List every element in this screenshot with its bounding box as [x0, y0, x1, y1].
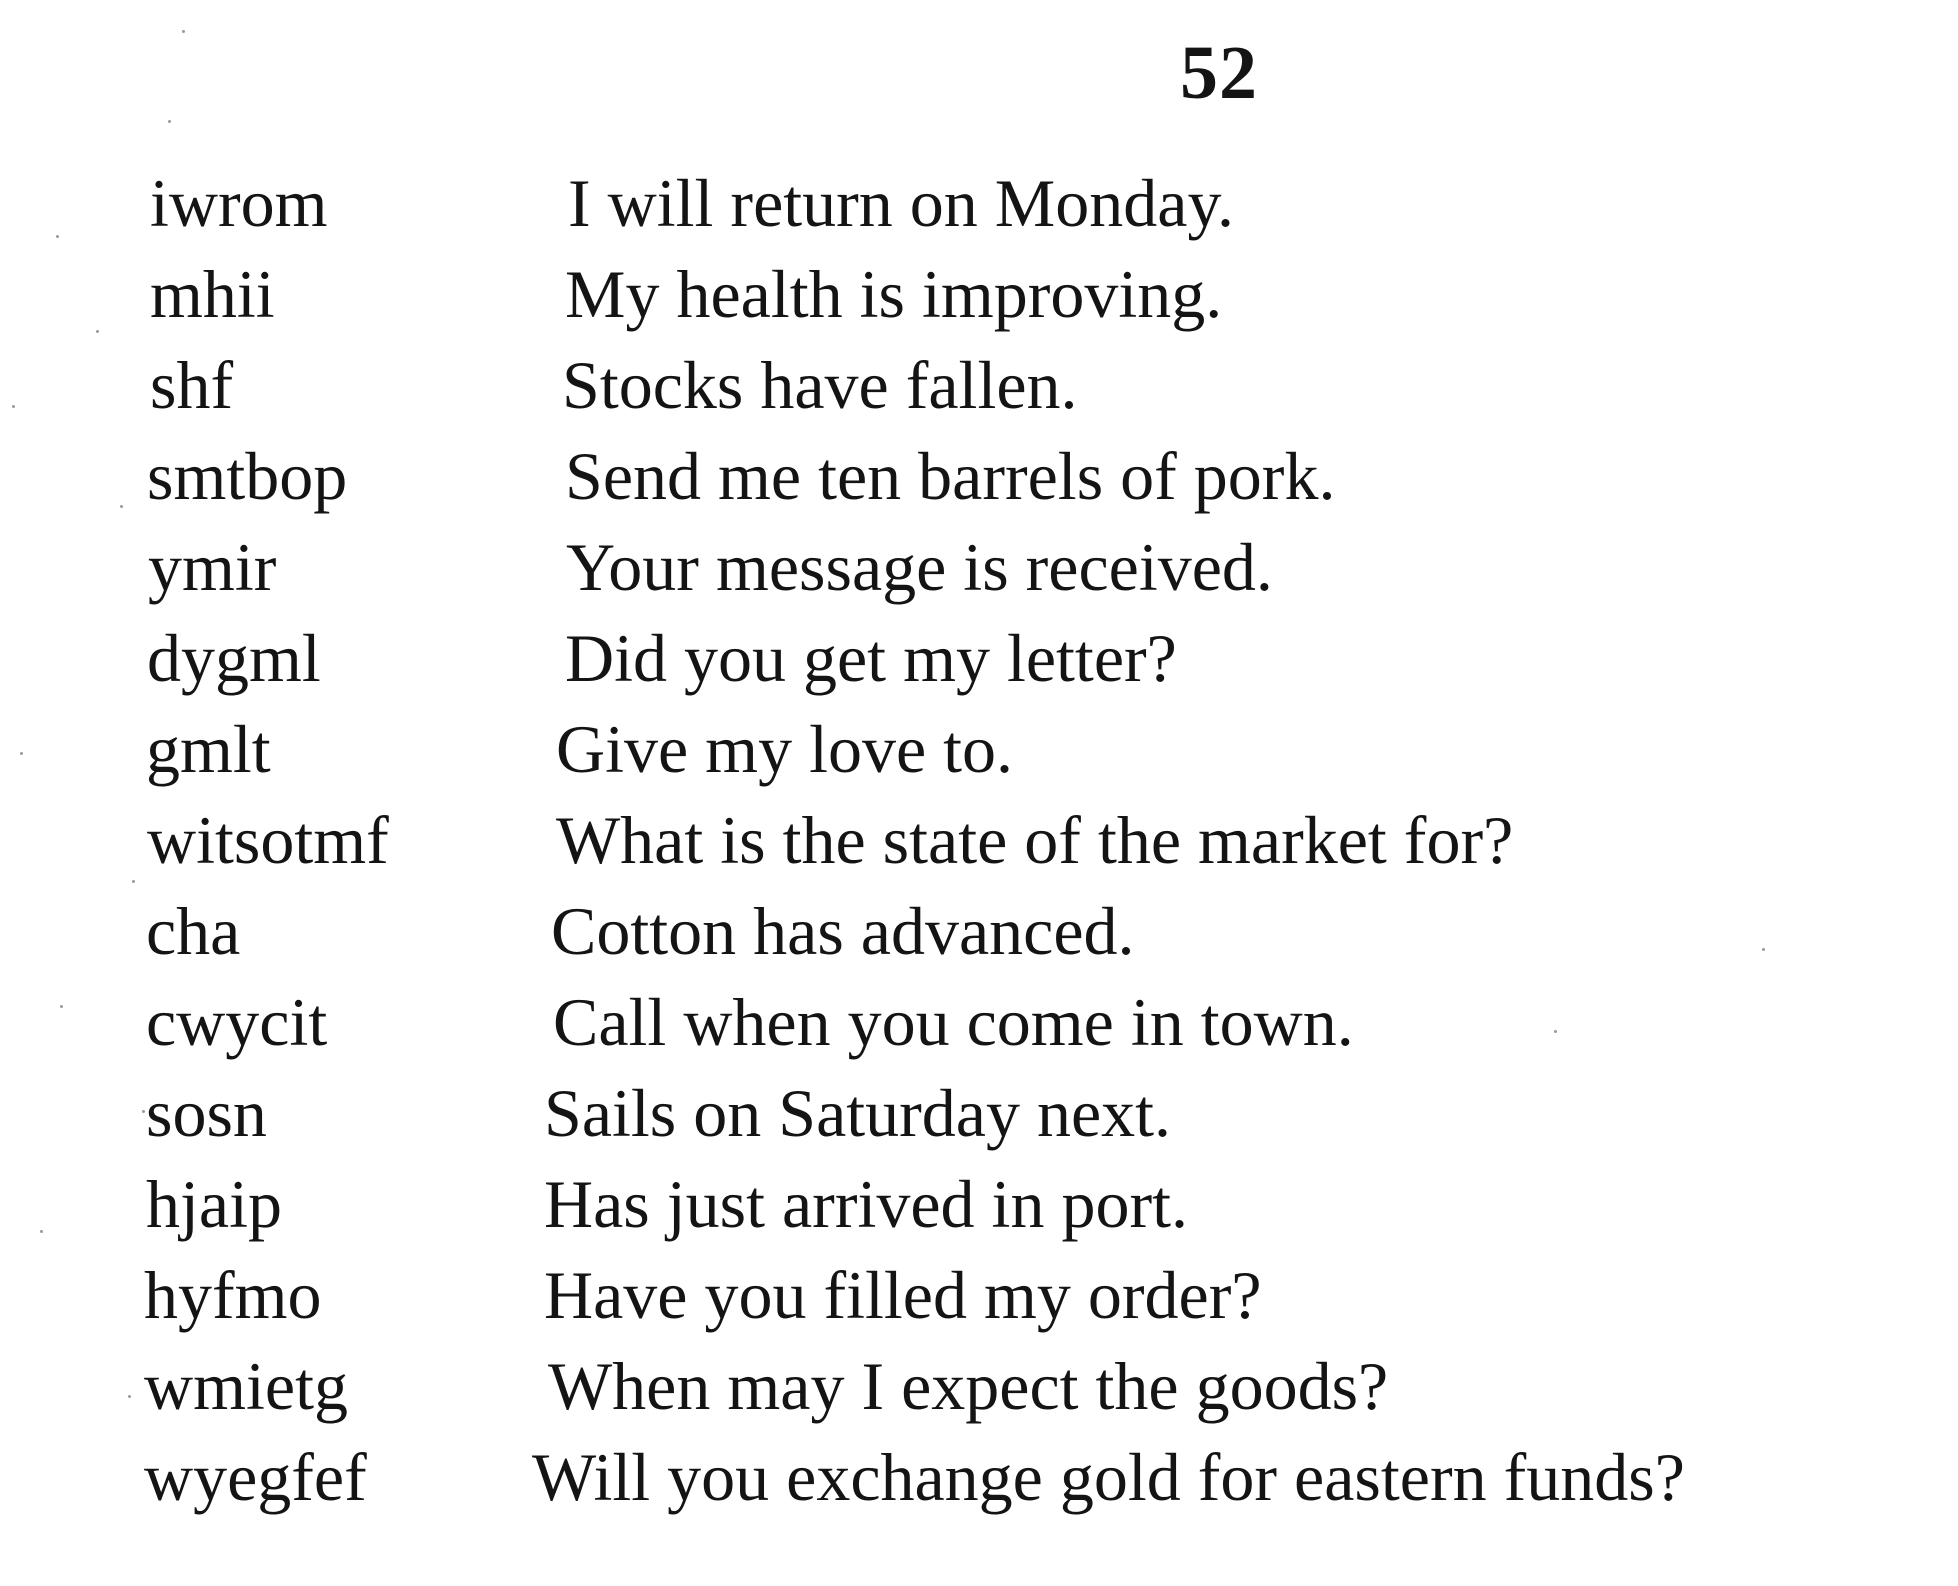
scan-speck: [12, 405, 15, 408]
phrase-text: I will return on Monday.: [568, 165, 1235, 241]
table-row: [0, 704, 1958, 794]
scan-speck: [56, 235, 59, 238]
table-row: [0, 1159, 1958, 1249]
code-word: witsotmf: [147, 802, 389, 878]
table-row: [0, 886, 1958, 976]
code-word: cha: [146, 893, 241, 969]
phrase-text: Sails on Saturday next.: [544, 1075, 1172, 1151]
code-word: iwrom: [150, 165, 328, 241]
phrase-text: When may I expect the goods?: [548, 1348, 1389, 1424]
phrase-text: Call when you come in town.: [553, 984, 1354, 1060]
table-row: [0, 1432, 1958, 1522]
phrase-text: Stocks have fallen.: [562, 347, 1078, 423]
phrase-text: Have you filled my order?: [544, 1257, 1262, 1333]
scan-speck: [182, 30, 185, 33]
phrase-text: My health is improving.: [565, 256, 1223, 332]
phrase-text: Did you get my letter?: [565, 620, 1177, 696]
code-word: sosn: [146, 1075, 267, 1151]
code-word: smtbop: [147, 438, 348, 514]
scan-speck: [96, 330, 99, 333]
scan-speck: [120, 505, 123, 508]
page-number: 52: [1180, 31, 1258, 115]
phrase-text: Has just arrived in port.: [544, 1166, 1188, 1242]
code-word: dygml: [147, 620, 321, 696]
table-row: [0, 431, 1958, 521]
scan-speck: [142, 1110, 145, 1113]
code-word: ymir: [148, 529, 277, 605]
scan-speck: [132, 880, 135, 883]
scan-speck: [1762, 948, 1765, 951]
phrase-text: Your message is received.: [566, 529, 1273, 605]
scan-speck: [20, 752, 23, 755]
scan-speck: [168, 120, 171, 123]
table-row: [0, 158, 1958, 248]
code-word: wmietg: [144, 1348, 348, 1424]
table-row: [0, 249, 1958, 339]
phrase-text: What is the state of the market for?: [556, 802, 1514, 878]
code-word: gmlt: [146, 711, 271, 787]
code-word: cwycit: [146, 984, 328, 1060]
code-word: wyegfef: [144, 1439, 367, 1515]
table-row: [0, 1068, 1958, 1158]
phrase-text: Cotton has advanced.: [551, 893, 1135, 969]
phrase-text: Send me ten barrels of pork.: [565, 438, 1336, 514]
table-row: [0, 522, 1958, 612]
table-row: [0, 1250, 1958, 1340]
scan-speck: [1554, 1030, 1557, 1033]
code-word: hyfmo: [144, 1257, 322, 1333]
phrase-text: Give my love to.: [556, 711, 1014, 787]
table-row: [0, 977, 1958, 1067]
code-word: shf: [150, 347, 234, 423]
scan-speck: [128, 1395, 131, 1398]
table-row: [0, 340, 1958, 430]
scan-speck: [40, 1230, 43, 1233]
code-word: mhii: [150, 256, 275, 332]
code-word: hjaip: [146, 1166, 282, 1242]
scan-speck: [60, 1005, 63, 1008]
table-row: [0, 1341, 1958, 1431]
phrase-text: Will you exchange gold for eastern funds?: [532, 1439, 1685, 1515]
table-row: [0, 795, 1958, 885]
table-row: [0, 613, 1958, 703]
